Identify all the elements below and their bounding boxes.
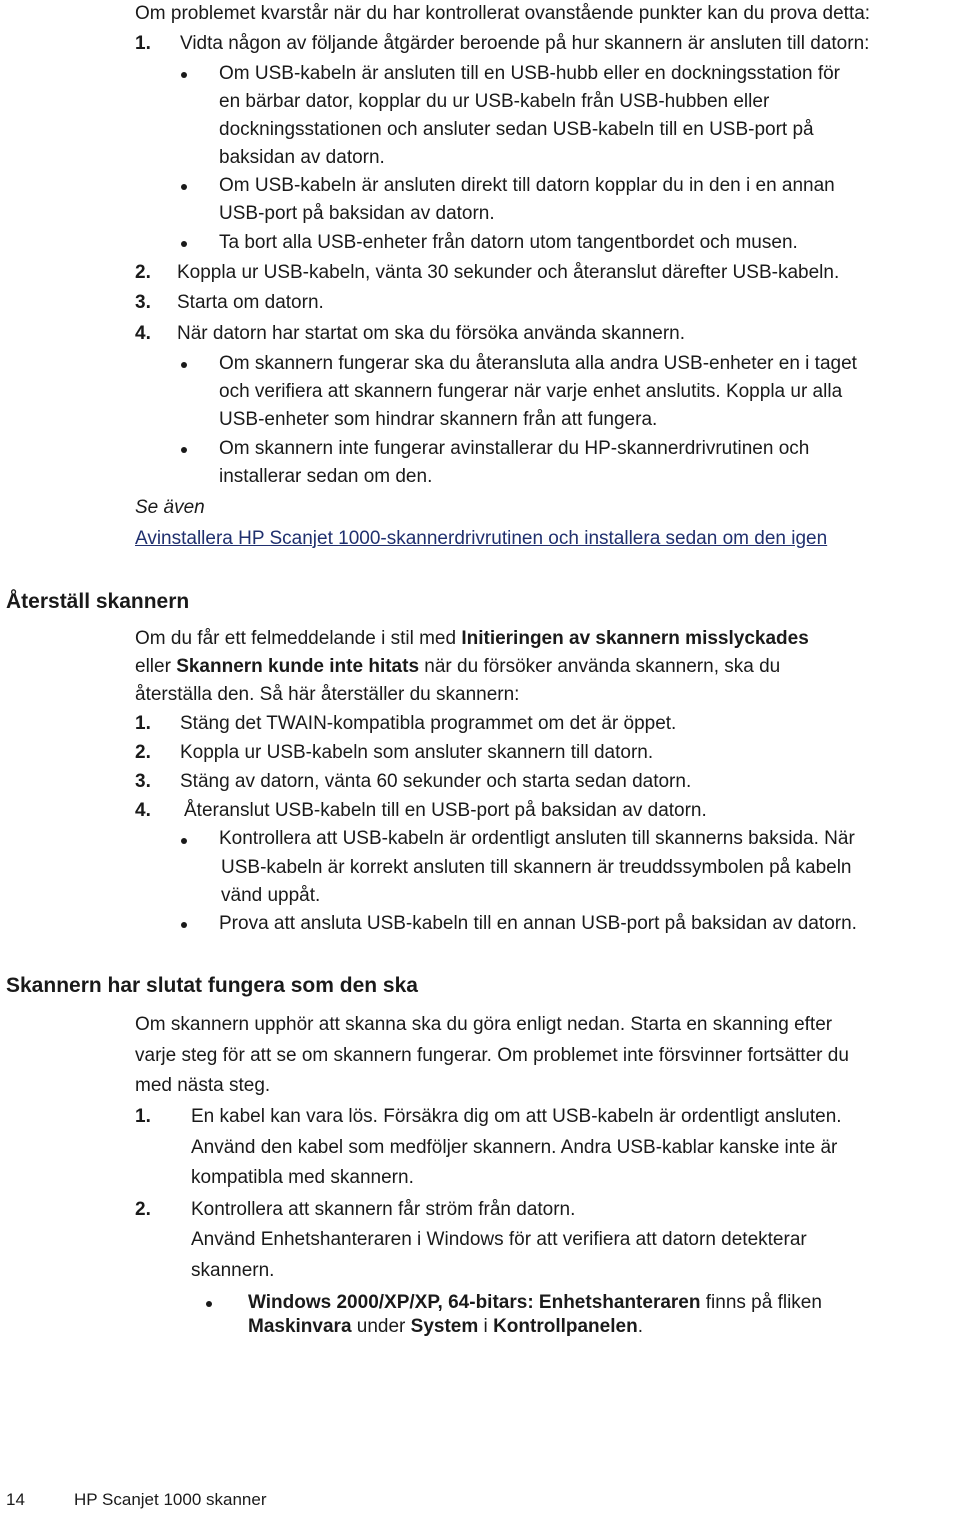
paragraph-line: Om du får ett felmeddelande i stil med Initieringen av skannern misslyckades bbox=[135, 628, 809, 649]
paragraph-line: eller Skannern kunde inte hitats när du försöker använda skannern, ska du bbox=[135, 656, 781, 677]
bullet-line: USB-kabeln är korrekt ansluten till skannern är treuddssymbolen på kabeln bbox=[221, 857, 852, 878]
bullet-line: Maskinvara under System i Kontrollpanelen. bbox=[248, 1316, 643, 1337]
step-number: 4. bbox=[135, 323, 151, 344]
step-text: En kabel kan vara lös. Försäkra dig om att USB-kabeln är ordentligt ansluten. bbox=[191, 1106, 842, 1127]
step-text: Stäng av datorn, vänta 60 sekunder och starta sedan datorn. bbox=[180, 771, 692, 792]
bullet-line: en bärbar dator, kopplar du ur USB-kabeln från USB-hubben eller bbox=[219, 91, 770, 112]
paragraph-line: Om skannern upphör att skanna ska du göra enligt nedan. Starta en skanning efter bbox=[135, 1014, 833, 1035]
step-text: Återanslut USB-kabeln till en USB-port på baksidan av datorn. bbox=[184, 800, 707, 821]
bullet-icon bbox=[181, 241, 187, 247]
paragraph-line: återställa den. Så här återställer du skannern: bbox=[135, 684, 520, 705]
step-text: Vidta någon av följande åtgärder beroende på hur skannern är ansluten till datorn: bbox=[180, 33, 870, 54]
bullet-line: Om USB-kabeln är ansluten till en USB-hubb eller en dockningsstation för bbox=[219, 63, 840, 84]
step-description: Använd Enhetshanteraren i Windows för att verifiera att datorn detekterar bbox=[191, 1229, 807, 1250]
bullet-line: baksidan av datorn. bbox=[219, 147, 385, 168]
step-number: 2. bbox=[135, 262, 151, 283]
bullet-line: Ta bort alla USB-enheter från datorn utom tangentbordet och musen. bbox=[219, 232, 798, 253]
bullet-icon bbox=[181, 838, 187, 844]
step-number: 3. bbox=[135, 771, 151, 792]
bullet-icon bbox=[181, 362, 187, 368]
bullet-line: Om skannern inte fungerar avinstallerar du HP-skannerdrivrutinen och bbox=[219, 438, 810, 459]
bullet-icon bbox=[206, 1301, 212, 1307]
bullet-line: Om USB-kabeln är ansluten direkt till datorn kopplar du in den i en annan bbox=[219, 175, 835, 196]
bullet-line: Kontrollera att USB-kabeln är ordentligt ansluten till skannerns baksida. När bbox=[219, 828, 855, 849]
bullet-line: USB-enheter som hindrar skannern från att fungera. bbox=[219, 409, 658, 430]
step-number: 1. bbox=[135, 33, 151, 54]
step-number: 2. bbox=[135, 1199, 151, 1220]
bullet-line: Prova att ansluta USB-kabeln till en annan USB-port på baksidan av datorn. bbox=[219, 913, 857, 934]
paragraph-line: med nästa steg. bbox=[135, 1075, 271, 1096]
step-number: 4. bbox=[135, 800, 151, 821]
bullet-icon bbox=[181, 922, 187, 928]
section-heading: Skannern har slutat fungera som den ska bbox=[6, 974, 418, 997]
step-text: Koppla ur USB-kabeln, vänta 30 sekunder och återanslut därefter USB-kabeln. bbox=[177, 262, 840, 283]
bullet-icon bbox=[181, 72, 187, 78]
bullet-line: och verifiera att skannern fungerar när varje enhet anslutits. Koppla ur alla bbox=[219, 381, 843, 402]
bullet-line: installerar sedan om den. bbox=[219, 466, 433, 487]
bullet-line: vänd uppåt. bbox=[221, 885, 321, 906]
step-number: 3. bbox=[135, 292, 151, 313]
bullet-line: dockningsstationen och ansluter sedan USB-kabeln till en USB-port på bbox=[219, 119, 814, 140]
step-text: Stäng det TWAIN-kompatibla programmet om det är öppet. bbox=[180, 713, 677, 734]
bullet-line: Windows 2000/XP/XP, 64-bitars: Enhetshanteraren finns på fliken bbox=[248, 1292, 822, 1313]
page-number: 14 bbox=[6, 1490, 25, 1509]
step-number: 1. bbox=[135, 713, 151, 734]
step-text: Kontrollera att skannern får ström från datorn. bbox=[191, 1199, 576, 1220]
step-text: Starta om datorn. bbox=[177, 292, 324, 313]
paragraph-line: varje steg för att se om skannern fungerar. Om problemet inte försvinner fortsätter du bbox=[135, 1045, 849, 1066]
step-text: Koppla ur USB-kabeln som ansluter skannern till datorn. bbox=[180, 742, 654, 763]
step-number: 1. bbox=[135, 1106, 151, 1127]
step-description: skannern. bbox=[191, 1260, 275, 1281]
bullet-icon bbox=[181, 447, 187, 453]
bullet-icon bbox=[181, 184, 187, 190]
step-number: 2. bbox=[135, 742, 151, 763]
step-text: Använd den kabel som medföljer skannern. Andra USB-kablar kanske inte är bbox=[191, 1137, 838, 1158]
section-heading: Återställ skannern bbox=[6, 590, 190, 613]
intro-text: Om problemet kvarstår när du har kontrollerat ovanstående punkter kan du prova detta: bbox=[135, 3, 871, 24]
bullet-line: USB-port på baksidan av datorn. bbox=[219, 203, 495, 224]
footer-product: HP Scanjet 1000 skanner bbox=[74, 1490, 267, 1509]
see-also-link[interactable]: Avinstallera HP Scanjet 1000-skannerdrivrutinen och installera sedan om den igen bbox=[135, 528, 828, 549]
see-also-label: Se även bbox=[135, 497, 205, 518]
bullet-line: Om skannern fungerar ska du återansluta alla andra USB-enheter en i taget bbox=[219, 353, 857, 374]
step-text: När datorn har startat om ska du försöka använda skannern. bbox=[177, 323, 685, 344]
step-text: kompatibla med skannern. bbox=[191, 1167, 414, 1188]
